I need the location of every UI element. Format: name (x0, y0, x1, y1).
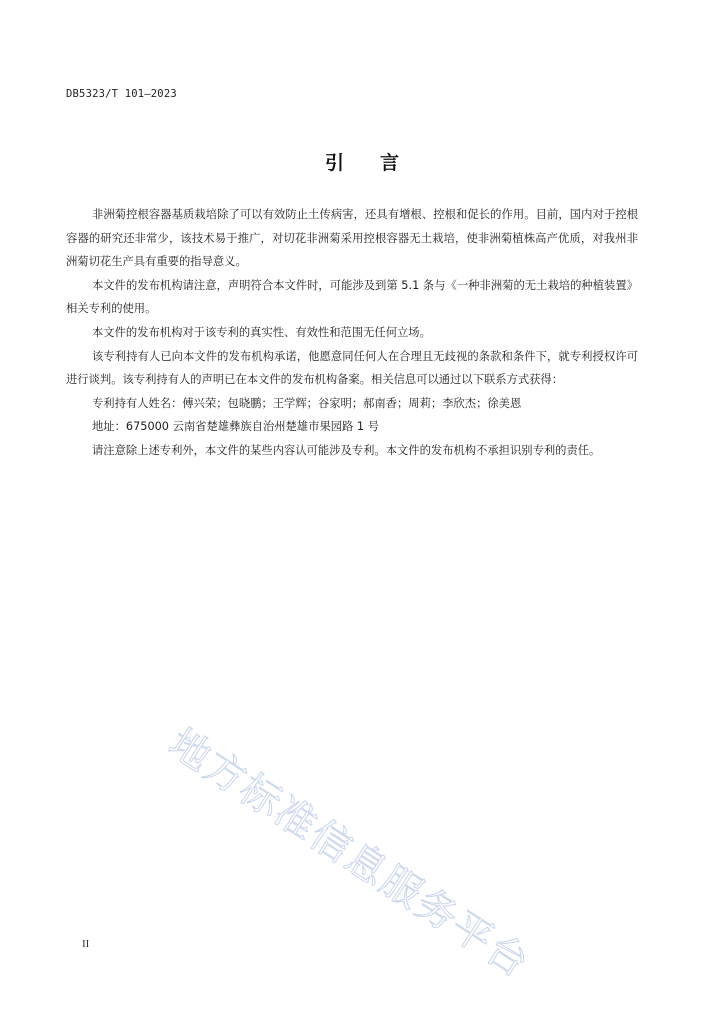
paragraph-disclaimer: 请注意除上述专利外，本文件的某些内容认可能涉及专利。本文件的发布机构不承担识别专利的责任。 (91, 443, 601, 457)
document-code: DB5323/T 101—2023 (66, 88, 177, 100)
page-number: II (82, 938, 90, 950)
paragraph-holder-names: 专利持有人姓名：傅兴荣；包晓鹏；王学辉；谷家明；郝南香；周莉；李欣杰；徐美恩 (91, 396, 522, 410)
paragraph-intro: 非洲菊控根容器基质栽培除了可以有效防止土传病害，还具有增根、控根和促长的作用。目前，国内对于控根容器的研究还非常少，该技术易于推广，对切花非洲菊采用控根容器无土栽培，使非洲菊植株高产优质，对我州非洲菊切花生产具有重要的指导意义。 (66, 208, 638, 269)
paragraph-patent-notice: 本文件的发布机构请注意，声明符合本文件时，可能涉及到第 5.1 条与《一种非洲菊的无土栽培的种植装置》相关专利的使用。 (66, 278, 638, 316)
paragraph-holder-commitment: 该专利持有人已向本文件的发布机构承诺，他愿意同任何人在合理且无歧视的条款和条件下，就专利授权许可进行谈判。该专利持有人的声明已在本文件的发布机构备案。相关信息可以通过以下联系方式获得： (66, 349, 638, 387)
paragraph-address: 地址：675000 云南省楚雄彝族自治州楚雄市果园路 1 号 (91, 420, 380, 434)
document-body (66, 203, 638, 463)
watermark: 地方标准信息服务平台 (160, 720, 538, 988)
page-title: 引言 (324, 152, 435, 174)
paragraph-no-position: 本文件的发布机构对于该专利的真实性、有效性和范围无任何立场。 (91, 325, 431, 339)
